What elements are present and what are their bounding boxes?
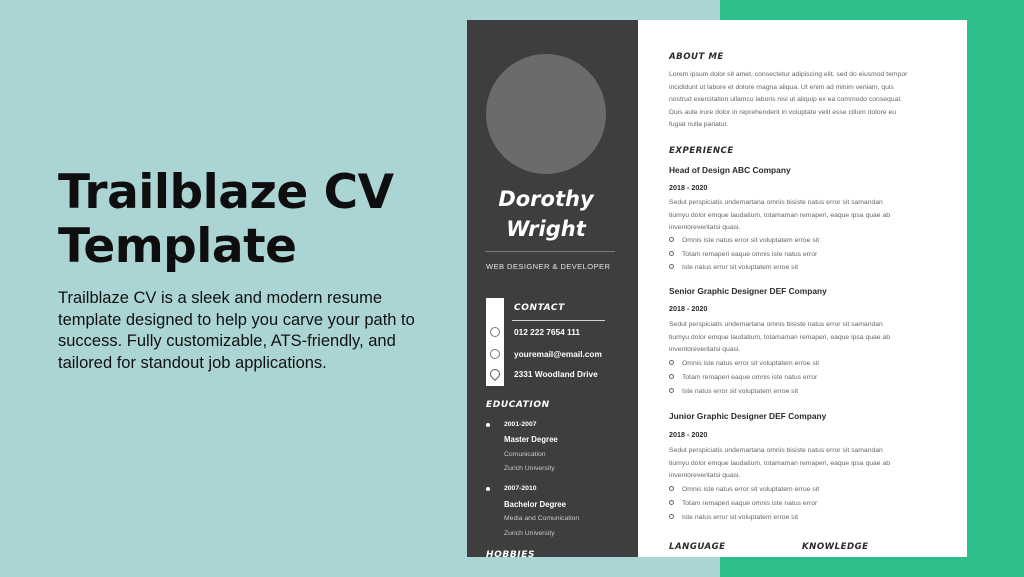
language-heading: LANGUAGE (669, 542, 726, 552)
contact-address: 2331 Woodland Drive (514, 369, 598, 379)
job-bullet: Omnis iste natus error sit voluptatem erroe sit (669, 360, 819, 370)
education-bullet (486, 487, 490, 491)
job-description: Sedut perspiciatis undemartana omnis bisiste natus error sit samandan tiumyu dolor emque laudatium, totamaman remaperi, eaque ipsa quae ab inventoreveritatsi quasi. (669, 447, 891, 480)
job-bullet: Totam remaperi eaque omnis iste natus error (669, 251, 817, 261)
bullet-circle-icon (669, 237, 674, 242)
contact-divider (512, 320, 605, 321)
job-bullet: Iste natus error sit voluptatem erroe sit (669, 264, 798, 274)
experience-heading: EXPERIENCE (669, 146, 734, 156)
education-field: Comunication (504, 451, 546, 458)
education-field: Media and Comunication (504, 515, 580, 522)
job-years: 2018 - 2020 (669, 304, 708, 313)
promo-description: Trailblaze CV is a sleek and modern resume template designed to help you carve your path to success. Fully customizable, ATS-friendly, and tailored for standout job applications. (58, 289, 415, 372)
education-bullet (486, 423, 490, 427)
phone-icon (490, 327, 500, 337)
bullet-circle-icon (669, 360, 674, 365)
job-title: WEB DESIGNER & DEVELOPER (486, 262, 611, 271)
contact-phone: 012 222 7654 111 (514, 327, 580, 337)
profile-photo-placeholder (486, 54, 606, 174)
education-heading: EDUCATION (486, 400, 550, 410)
resume-sidebar (467, 20, 638, 557)
resume-preview (467, 20, 967, 557)
promo-title (58, 166, 458, 274)
education-years: 2007-2010 (504, 485, 537, 492)
education-degree: Bachelor Degree (504, 500, 566, 509)
bullet-circle-icon (669, 514, 674, 519)
job-role: Head of Design ABC Company (669, 165, 791, 175)
education-degree: Master Degree (504, 435, 558, 444)
job-bullet: Totam remaperi eaque omnis iste natus error (669, 500, 817, 510)
job-years: 2018 - 2020 (669, 430, 708, 439)
job-bullet: Iste natus error sit voluptatem erroe sit (669, 388, 798, 398)
bullet-circle-icon (669, 388, 674, 393)
education-school: Zurich University (504, 465, 555, 472)
job-role: Junior Graphic Designer DEF Company (669, 411, 827, 421)
job-description: Sedut perspiciatis undemartana omnis bisiste natus error sit samandan tiumyu dolor emque laudatium, totamaman remaperi, eaque ipsa quae ab inventoreveritatsi quasi. (669, 199, 891, 232)
promo-title-line1: Trailblaze CV (58, 165, 394, 220)
knowledge-heading: KNOWLEDGE (802, 542, 869, 552)
email-icon (490, 349, 500, 359)
job-bullet: Omnis iste natus error sit voluptatem erroe sit (669, 237, 819, 247)
job-bullet: Iste natus error sit voluptatem erroe sit (669, 514, 798, 524)
bullet-circle-icon (669, 251, 674, 256)
education-school: Zurich University (504, 530, 555, 537)
bullet-circle-icon (669, 486, 674, 491)
job-years: 2018 - 2020 (669, 183, 708, 192)
promo-title-line2: Template (58, 219, 297, 274)
name-divider (485, 251, 615, 252)
hobbies-heading: HOBBIES (486, 550, 536, 557)
last-name: Wright (506, 217, 586, 241)
contact-email: youremail@email.com (514, 349, 602, 359)
about-text: Lorem ipsum dolor sit amet, consectetur adipiscing elit, sed do eiusmod tempor incididunt ut labore et dolore magna aliqua. Ut enim ad minim veniam, quis nostrud exercitation ullamco laboris nisi ut aliquip ex ea commodo consequat. Duis aute irure dolor in reprehenderit in voluptate velit esse cillum dolore eu fugiat nulla pariatur. (669, 71, 908, 129)
bullet-circle-icon (669, 374, 674, 379)
first-name: Dorothy (498, 187, 594, 211)
resume-name (467, 184, 625, 244)
job-bullet: Totam remaperi eaque omnis iste natus error (669, 374, 817, 384)
bullet-circle-icon (669, 500, 674, 505)
about-heading: ABOUT ME (669, 52, 724, 62)
job-bullet: Omnis iste natus error sit voluptatem erroe sit (669, 486, 819, 496)
education-years: 2001-2007 (504, 421, 537, 428)
job-description: Sedut perspiciatis undemartana omnis bisiste natus error sit samandan tiumyu dolor emque laudatium, totamaman remaperi, eaque ipsa quae ab inventoreveritatsi quasi. (669, 321, 891, 354)
bullet-circle-icon (669, 264, 674, 269)
job-role: Senior Graphic Designer DEF Company (669, 286, 827, 296)
contact-heading: CONTACT (514, 303, 565, 313)
